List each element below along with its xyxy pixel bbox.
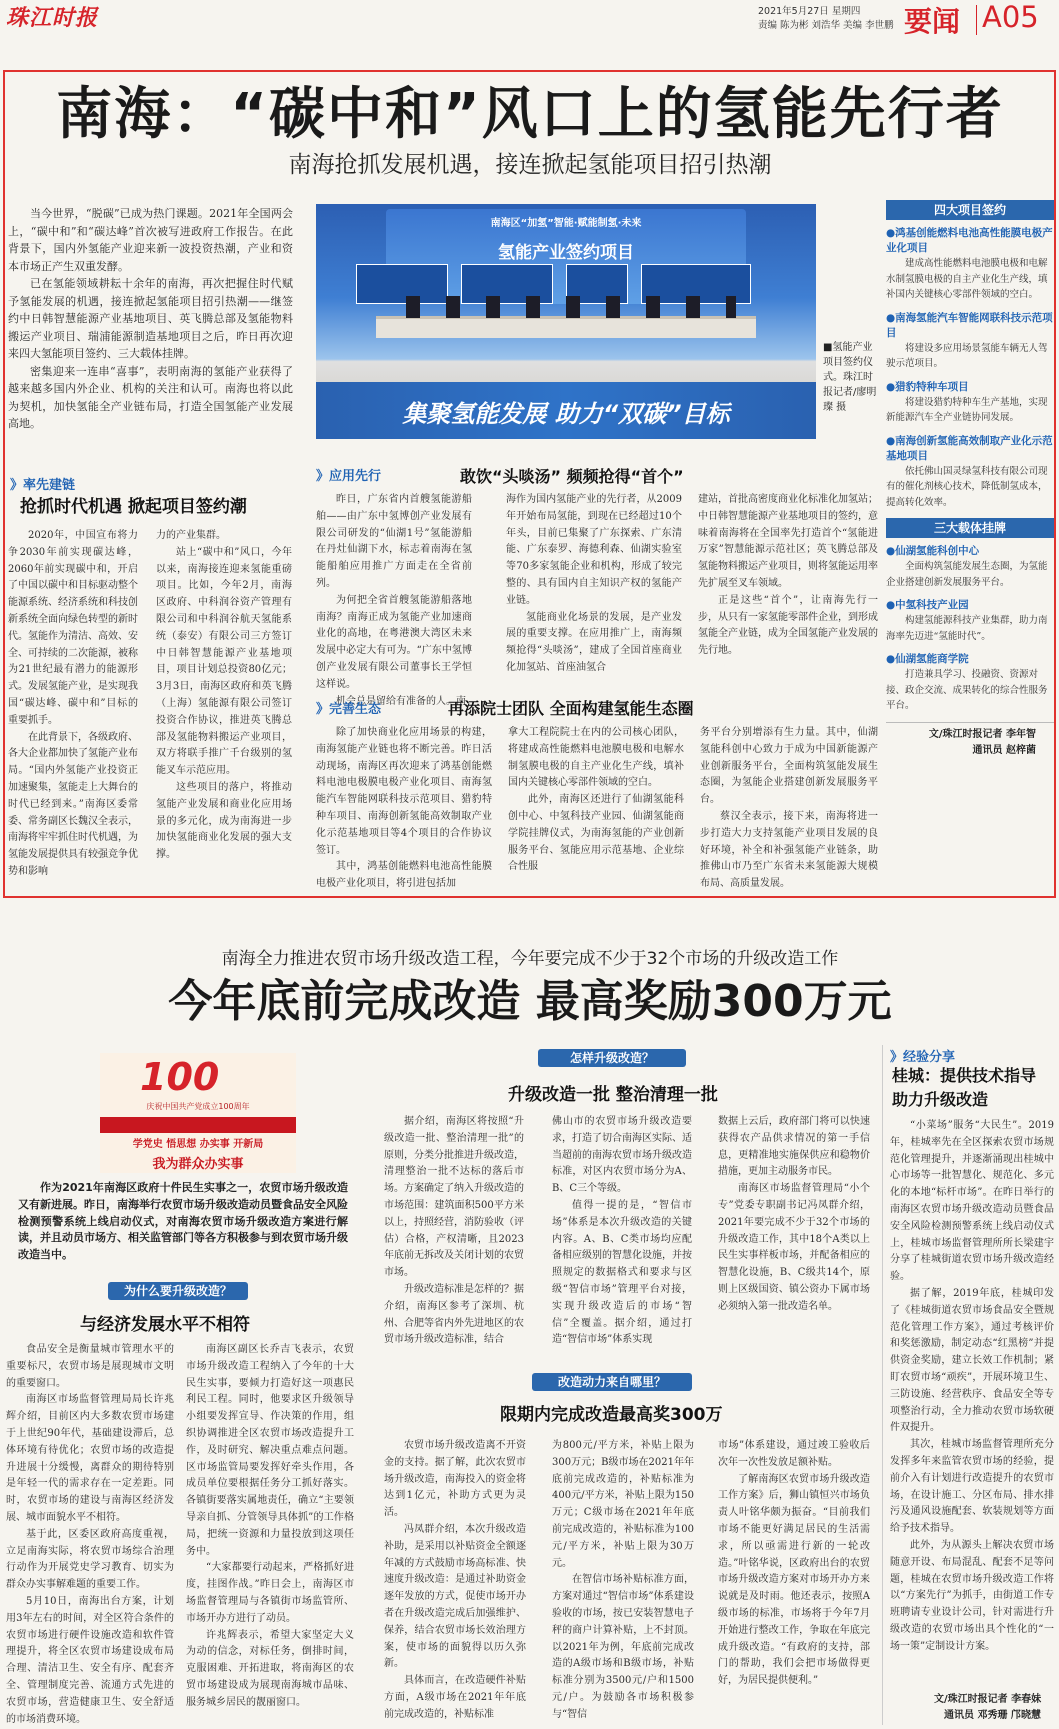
carrier-desc: 全面构筑氢能发展生态圈，为氢能企业搭建创新发展服务平台。	[886, 561, 1048, 588]
byline: 通讯员 邓秀珊 邝晓慧	[944, 1710, 1041, 1721]
paragraph: 据介绍，南海区将按照“升级改造一批、整治清理一批”的原则，分类分批推进升级改造，清理整治一批不达标的落后市场。方案确定了纳入升级改造的市场范围：建筑面积500平方米以上，持照经营，消防验收（评估）合格，产权清晰，且2023年底前无拆改及关闭计划的农贸市场。	[384, 1116, 524, 1279]
page-divider	[976, 5, 977, 35]
project-name: ●猎豹特种车项目	[886, 380, 969, 393]
lead-paragraph: 密集迎来一连串“喜事”，表明南海的氢能产业获得了越来越多国内外企业、机构的关注和认可。南海也将以此为契机，加快氢能全产业链布局，打造全国氢能产业发展高地。	[8, 364, 293, 430]
list-item	[886, 311, 1054, 372]
question-title: 升级改造一批 整治清理一批	[508, 1085, 718, 1105]
paragraph: 除了加快商业化应用场景的构建，南海氢能产业链也将不断完善。昨日活动现场，南海区再次迎来了鸿基创能燃料电池电极膜电极产业化项目、南海氢能汽车智能网联科技示范项目、猎豹特种车项目、南海创新氢能高效制取产业化示范基地项目等4个项目的合作协议签订。	[316, 727, 492, 856]
paragraph: 机会总是留给有准备的人。南	[336, 695, 466, 707]
sec1-col1	[8, 528, 138, 886]
carrier-list	[886, 538, 1054, 714]
paragraph: 了解南海区农贸市场升级改造工作方案》后，狮山镇恒兴市场负责人叶铭华颇为振奋。“目前我们市场不能更好满足居民的生活需求，所以亟需进行新的一轮改造。”叶铭华说，区政府出台的农贸市场升级改造方案对市场开办方来说就是及时雨。他还表示，按照A级市场的标准，市场将于今年7月开始进行整改工作，争取在年底完成升级改造。“有政府的支持，部门的帮助，我们会把市场做得更好，为居民提供便利。”	[718, 1473, 870, 1687]
question-pill: 怎样升级改造？	[538, 1049, 686, 1067]
question-pill: 为什么要升级改造？	[108, 1282, 248, 1300]
section-name: 要闻	[904, 5, 961, 38]
paragraph: 蔡汉全表示，接下来，南海将进一步打造大力支持氢能产业项目发展的良好环境，补全和补强氢能产业链条，助推佛山市乃至广东省未来氢能源大规模布局、高质量发展。	[700, 810, 878, 890]
paragraph: 南海区市场监督管理局“小个专”党委专职副书记冯凤群介绍，2021年要完成不少于32个市场的升级改造工作，其中18个A类以上民生实事样板市场，并配备相应的智慧化设施，B、C级共14个，原则上区级国资、镇公资办下属市场必须纳入第一批改造名单。	[718, 1183, 870, 1312]
signing-table	[376, 316, 756, 338]
paragraph: 这些项目的落户，将推动氢能产业发展和商业化应用场景的多元化，成为南海进一步加快氢能商业化发展的强大支撑。	[156, 781, 292, 861]
q3-col1	[384, 1438, 526, 1724]
paragraph: 在此背景下，各级政府、各大企业都加快了氢能产业布局。“国内外氢能产业投资正加速聚集，氢能走上大舞台的时代已经到来。”南海区委常委、常务副区长魏汉全表示，南海将牢牢抓住时代机遇，为氢能发展提供具有较强竞争优势和影响	[8, 731, 138, 877]
paragraph: 昨日，广东省内首艘氢能游船舶——由广东中氢博创产业发展有限公司研发的“仙湖1号”氢能游船在丹灶仙湖下水，标志着南海在氢能船舶应用推广方面走在全省前列。	[316, 494, 472, 589]
q1-col1	[6, 1342, 174, 1724]
sec3-col1	[316, 725, 492, 890]
sidebar-heading: 三大载体挂牌	[886, 518, 1054, 538]
paragraph: 值得一提的是，“智信市场”体系是本次升级改造的关键内容。A、B、C类市场均应配备相应级别的智慧化设施，并按照规定的数据格式和要求与区级“智信市场”管理平台对接，实现升级改造后的市场“智信”全覆盖。据介绍，通过打造“智信市场”体系实现	[552, 1199, 692, 1346]
paragraph: 氢能商业化场景的发展，是产业发展的重要支撑。在应用推广上，南海频频抢得“头啖汤”，建成了全国首座商业化加氢站、首座油氢合	[506, 611, 682, 673]
masthead	[0, 0, 1059, 42]
list-item	[886, 380, 1054, 426]
centenary-org: 庆祝中国共产党成立100周年	[146, 1102, 250, 1111]
side-title: 桂城：提供技术指导 助力升级改造	[892, 1066, 1037, 1109]
carrier-desc: 构建氢能源科技产业集群，助力南海率先迈进“氢能时代”。	[886, 615, 1048, 642]
sec3-col3	[700, 725, 878, 890]
paragraph: 市场”体系建设，通过竣工验收后次年一次性发放足额补贴。	[718, 1440, 870, 1468]
participants	[406, 296, 736, 318]
newspaper-logo: 珠江时报	[6, 5, 99, 31]
paragraph: “大家都要行动起来，严格抓好进度，挂图作战。”昨日会上，南海区市场监督管理局与各镇街市场监管所、市场开办方进行了动员。	[186, 1562, 354, 1624]
paragraph: 站上“碳中和”风口，今年以来，南海接连迎来氢能重磅项目。比如，今年2月，南海区政府、中科润谷资产管理有限公司和中科润谷航天氢能系统（泰安）有限公司三方签订中日韩智慧能源产业基地项目，项目计划总投资80亿元；3月3日，南海区政府和英飞腾（上海）氢能源有限公司签订投资合作协议，推进英飞腾总部及氢能物料搬运产业项目，双方将联手推广千台级别的氢能叉车示范应用。	[156, 546, 292, 777]
project-desc: 将建设多应用场景氢能车辆无人驾驶示范项目。	[886, 342, 1048, 369]
lead-paragraph: 已在氢能领域耕耘十余年的南海，再次把握住时代赋予氢能发展的机遇，接连掀起氢能项目招引热潮——继签约中日韩智慧能源产业基地项目、英飞腾总部及氢能物料搬运产业项目、瑞浦能源制造基地项目之后，昨日再次迎来四大氢能项目签约、三大载体挂牌。	[8, 277, 293, 360]
section-title: 再添院士团队 全面构建氢能生态圈	[448, 699, 694, 718]
question-title: 与经济发展水平不相符	[80, 1315, 250, 1335]
q3-col3	[718, 1438, 870, 1724]
paragraph: 务平台分别增添有生力量。其中，仙湖氢能科创中心致力于成为中国新能源产业创新服务平台，全面构筑氢能发展生态圈，为氢能企业搭建创新发展服务平台。	[700, 727, 878, 806]
sec2-col1	[316, 492, 472, 707]
q1-col2	[186, 1342, 354, 1724]
carrier-name: ●仙湖氢能商学院	[886, 653, 969, 665]
section-title: 抢抓时代机遇 掀起项目签约潮	[20, 497, 247, 517]
story2-lead: 作为2021年南海区政府十件民生实事之一，农贸市场升级改造又有新进展。昨日，南海举行农贸市场升级改造动员暨食品安全风险检测预警系统上线启动仪式，对南海农贸市场升级改造方案进行解读，并且动员市场方、相关监管部门等各方积极参与到农贸市场升级改造当中。	[18, 1181, 348, 1262]
story2-kicker: 南海全力推进农贸市场升级改造工程，今年要完成不少于32个市场的升级改造工作	[221, 949, 839, 969]
story1-lead	[8, 205, 293, 439]
sec3-col2	[508, 725, 684, 887]
q2-col2	[552, 1114, 692, 1376]
sidebar-heading: 四大项目签约	[886, 200, 1054, 220]
story1-title: 南海：“碳中和”风口上的氢能先行者	[56, 82, 1004, 147]
screen-banner: 南海区“加氢”智能·赋能制氢·未来	[490, 218, 642, 229]
section-tag: 》完善生态	[316, 702, 382, 717]
signing-ceremony-photo	[316, 204, 816, 439]
paragraph: 正是这些“首个”，让南海先行一步，从只有一家氢能零部件企业，到形成氢能全产业链，成为全国氢能产业发展的先行地。	[698, 594, 878, 657]
paragraph: 此外，为从源头上解决农贸市场随意开设、布局混乱、配套不足等问题，桂城在农贸市场升级改造工作将以“方案先行”为抓手，由街道工作专班聘请专业设计公司，针对需进行升级改造的农贸市场出具个性化的“一场一策”定制设计方案。	[890, 1539, 1054, 1652]
paragraph: 为何把全省首艘氢能游船落地南海？南海正成为氢能产业加速商业化的高地，在粤港澳大湾区未来发展中必定大有可为。“广东中氢博创产业发展有限公司董事长王学恒这样说。	[316, 594, 472, 690]
issue-date: 2021年5月27日 星期四	[758, 6, 861, 17]
paragraph: 在智信市场补贴标准方面，方案对通过“智信市场”体系建设验收的市场，按已安装智慧电子秤的商户计算补贴，上不封顶。以2021年为例，年底前完成改造的A级市场和B级市场，补贴标准分别为3500元/户和1500元/户。为鼓励各市场积极参与“智信	[552, 1574, 694, 1720]
page-number: A05	[982, 0, 1039, 34]
paragraph: 力的产业集群。	[156, 530, 226, 541]
paragraph: 其中，鸿基创能燃料电池高性能膜电极产业化项目，将引进包括加	[316, 861, 492, 890]
list-item	[886, 544, 1054, 590]
paragraph: 建站，首批高密度商业化标准化加氢站；中日韩智慧能源产业基地项目的签约，意味着南海将在全国率先打造首个“氢能进万家”智慧能源示范社区；英飞腾总部及氢能物料搬运产业项目，则将氢能运用率先扩展至叉车领域。	[698, 494, 878, 589]
section-tag: 》率先建链	[10, 478, 76, 493]
paragraph: 2020年，中国宣布将力争2030年前实现碳达峰，2060年前实现碳中和，开启了中国以碳中和目标驱动整个能源系统、经济系统和科技创新系统全面向绿色转型的新时代。氢能作为清洁、高效、安全、可持续的二次能源，被称为21世纪最有潜力的能源形式。发展氢能产业，是实现我国“碳达峰、碳中和”目标的重要抓手。	[8, 530, 138, 726]
byline: 文/珠江时报记者 李年智	[928, 728, 1036, 740]
carrier-desc: 打造兼具学习、投融资、资源对接、政企交流、成果转化的综合性服务平台。	[886, 669, 1048, 711]
carrier-name: ●仙湖氢能科创中心	[886, 545, 980, 557]
section-title: 敢饮“头啖汤” 频频抢得“首个”	[460, 467, 684, 486]
badge-band	[100, 1117, 296, 1133]
list-item	[886, 226, 1054, 303]
project-desc: 建成高性能燃料电池膜电极和电解水制氢膜电极的自主产业化生产线，填补国内关键核心零部件领域的空白。	[886, 258, 1048, 300]
projects-sidebar	[886, 200, 1054, 888]
side-text	[890, 1118, 1054, 1678]
paragraph: 具体而言，在改造硬件补贴方面，A级市场在2021年年底前完成改造的，补贴标准	[384, 1675, 526, 1720]
slogan-text: 集聚氢能发展 助力“双碳”目标	[402, 400, 730, 428]
paragraph: 农贸市场升级改造离不开资金的支持。据了解，此次农贸市场升级改造，南海投入的资金将达到1亿元，补助方式更为灵活。	[384, 1440, 526, 1519]
list-item	[886, 598, 1054, 644]
project-name: ●南海氢能汽车智能网联科技示范项目	[886, 311, 1053, 339]
sec1-col2	[156, 528, 292, 886]
paragraph: 此外，南海区还进行了仙湖氢能科创中心、中氢科技产业园、仙湖氢能商学院挂牌仪式，为南海氢能的产业创新服务平台、氢能应用示范基地、企业综合性服	[508, 794, 684, 873]
photo-caption: ■氢能产业项目签约仪式。珠江时报记者/廖明璨 摄	[823, 342, 877, 413]
list-item	[886, 652, 1054, 714]
paragraph: 南海区副区长乔吉飞表示，农贸市场升级改造工程纳入了今年的十大民生实事，要倾力打造好这一项惠民利民工程。同时，他要求区升级领导小组要发挥宣导、作决策的作用，组织协调推进全区农贸市场改造提升工作，及时研究、解决重点难点问题。区市场监管局要发挥好牵头作用，各成员单位要根据任务分工抓好落实。各镇街要落实属地责任，确立“主要领导亲自抓、分管领导具体抓”的工作格局，把统一资源和力量投放到这项任务中。	[186, 1344, 354, 1557]
q2-col3	[718, 1114, 870, 1376]
paragraph: 海作为国内氢能产业的先行者，从2009年开始布局氢能，到现在已经超过10个年头，目前已集聚了广东探索、广东清能、广东泰罗、海德利森、仙湖实验室等70多家氢能企业和机构，形成了较完整的、具有国内自主知识产权的氢能产业链。	[506, 494, 682, 606]
story1-subtitle: 南海抢抓发展机遇，接连掀起氢能项目招引热潮	[288, 152, 772, 178]
q3-col2	[552, 1438, 694, 1724]
section-tag: 》经验分享	[890, 1050, 956, 1065]
paragraph: 据了解，2019年底，桂城印发了《桂城街道农贸市场食品安全暨规范化管理工作方案》，通过考核评价和奖惩激励，制定动态“红黑榜”并提供资金奖励，建立长效工作机制；紧盯农贸市场“顽疾”，开展环境卫生、三防设施、经营秩序、食品安全等专项整治行动，全力推动农贸市场软硬件双提升。	[890, 1287, 1054, 1434]
project-list	[886, 220, 1054, 510]
paragraph: 升级改造标准是怎样的？据介绍，南海区参考了深圳、杭州、合肥等省内外先进地区的农贸市场升级改造标准，结合	[384, 1283, 524, 1346]
paragraph: 佛山市的农贸市场升级改造要求，打造了切合南海区实际、适当超前的南海农贸市场升级改造标准，对区内农贸市场分为A、B、C三个等级。	[552, 1116, 692, 1195]
list-item	[886, 434, 1054, 511]
centenary-number: 100	[140, 1055, 220, 1099]
sec2-col2	[506, 492, 682, 680]
paragraph: 数据上云后，政府部门将可以快速获得农产品供求情况的第一手信息，更精准地实施保供应和稳物价措施，更加主动服务市民。	[718, 1116, 870, 1178]
byline: 通讯员 赵梓菌	[972, 744, 1036, 756]
sec2-col3	[698, 492, 878, 680]
paragraph: 基于此，区委区政府高度重视，立足南海实际，将农贸市场综合治理行动作为开展党史学习教育、切实为群众办实事解难题的重要工作。	[6, 1528, 174, 1591]
project-desc: 将建设猎豹特种车生产基地，实现新能源汽车全产业链协同发展。	[886, 396, 1048, 423]
party-centenary-badge	[100, 1053, 296, 1173]
carrier-name: ●中氢科技产业园	[886, 599, 969, 611]
project-name: ●鸿基创能燃料电池高性能膜电极产业化项目	[886, 227, 1053, 254]
section-tag: 》应用先行	[316, 469, 382, 484]
q2-col1	[384, 1114, 524, 1376]
paragraph: 为800元/平方米，补贴上限为300万元；B级市场在2021年年底前完成改造的，补贴标准为400元/平方米，补贴上限为150万元；C级市场在2021年年底前完成改造的，补贴标准为100元/平方米，补贴上限为30万元。	[552, 1440, 694, 1569]
paragraph: “小菜场”服务“大民生”。2019年，桂城率先在全区探索农贸市场规范化管理提升，并逐渐涌现出桂城中心市场等一批智慧化、规范化、多元化的本地“标杆市场”。在昨日举行的南海区农贸市场升级改造动员暨食品安全风险检测预警系统上线启动仪式上，桂城市场监督管理所所长梁建宇分享了桂城街道农贸市场升级改造经验。	[890, 1120, 1054, 1283]
question-pill: 改造动力来自哪里？	[532, 1373, 692, 1391]
badge-slogan: 我为群众办实事	[152, 1157, 244, 1172]
paragraph: 南海区市场监督管理局局长许兆辉介绍，目前区内大多数农贸市场建于上世纪90年代，基础建设滞后，总体环境有待优化；农贸市场的改造提升进展十分缓慢，离群众的期待特别是年轻一代的需求存在一定差距。同时，农贸市场的建设与南海区经济发展、城市面貌水平不相符。	[6, 1394, 174, 1523]
byline: 文/珠江时报记者 李春妹	[934, 1694, 1042, 1705]
paragraph: 冯凤群介绍，本次升级改造补助，是采用以补贴资金全额逐年减的方式鼓励市场高标准、快速度升级改造：是通过补助资金逐年发放的方式，促使市场开办者在升级改造完成后加强维护、保养，结合农贸市场长效治理方案，使市场的面貌得以历久弥新。	[384, 1523, 526, 1670]
paragraph: 5月10日，南海出台方案，计划用3年左右的时间，对全区符合条件的农贸市场进行硬件设施改造和软件管理提升，将全区农贸市场建设成布局合理、清洁卫生、安全有序、配套齐全、管理制度完善、流通方式先进的农贸市场，营造健康卫生、安全舒适的市场消费环境。	[6, 1595, 174, 1725]
paragraph: 拿大工程院院士在内的公司核心团队，将建成高性能燃料电池膜电极和电解水制氢膜电极的自主产业化生产线，填补国内关键核心零部件领域的空白。	[508, 727, 684, 789]
badge-motto: 学党史 悟思想 办实事 开新局	[132, 1139, 264, 1150]
editors-line: 责编 陈为彬 刘浩华 美编 李世鹏	[758, 20, 894, 31]
project-name: ●南海创新氢能高效制取产业化示范基地项目	[886, 434, 1053, 462]
question-title: 限期内完成改造最高奖300万	[500, 1405, 723, 1425]
lead-paragraph: 当今世界，“脱碳”已成为热门课题。2021年全国两会上，“碳中和”和“碳达峰”首次被写进政府工作报告。在此背景下，国内外氢能产业迎来新一波投资热潮，产业和资本市场正产生双重发酵。	[8, 207, 293, 273]
paragraph: 其次，桂城市场监督管理所充分发挥多年来监管农贸市场的经验，提前介入有计划进行改造提升的农贸市场，在设计施工、分区布局、排水排污及通风设施配套、软装规划等方面给予技术指导。	[890, 1439, 1054, 1535]
column-rule	[882, 1045, 883, 1725]
paragraph: 许兆辉表示，希望大家坚定大义为动的信念，对标任务，倒排时间，克服困难、开拓进取，将南海区的农贸市场建设成为展现南海城市品味、服务城乡居民的靓丽窗口。	[186, 1629, 354, 1708]
screen-title: 氢能产业签约项目	[498, 243, 634, 263]
story2-title: 今年底前完成改造 最高奖励300万元	[168, 976, 892, 1027]
paragraph: 食品安全是衡量城市管理水平的重要标尺，农贸市场是展现城市文明的重要窗口。	[6, 1344, 174, 1389]
divider	[886, 722, 1054, 723]
project-desc: 依托佛山国灵绿氢科技有限公司现有的催化剂核心技术，降低制氢成本，提高转化效率。	[886, 465, 1048, 508]
